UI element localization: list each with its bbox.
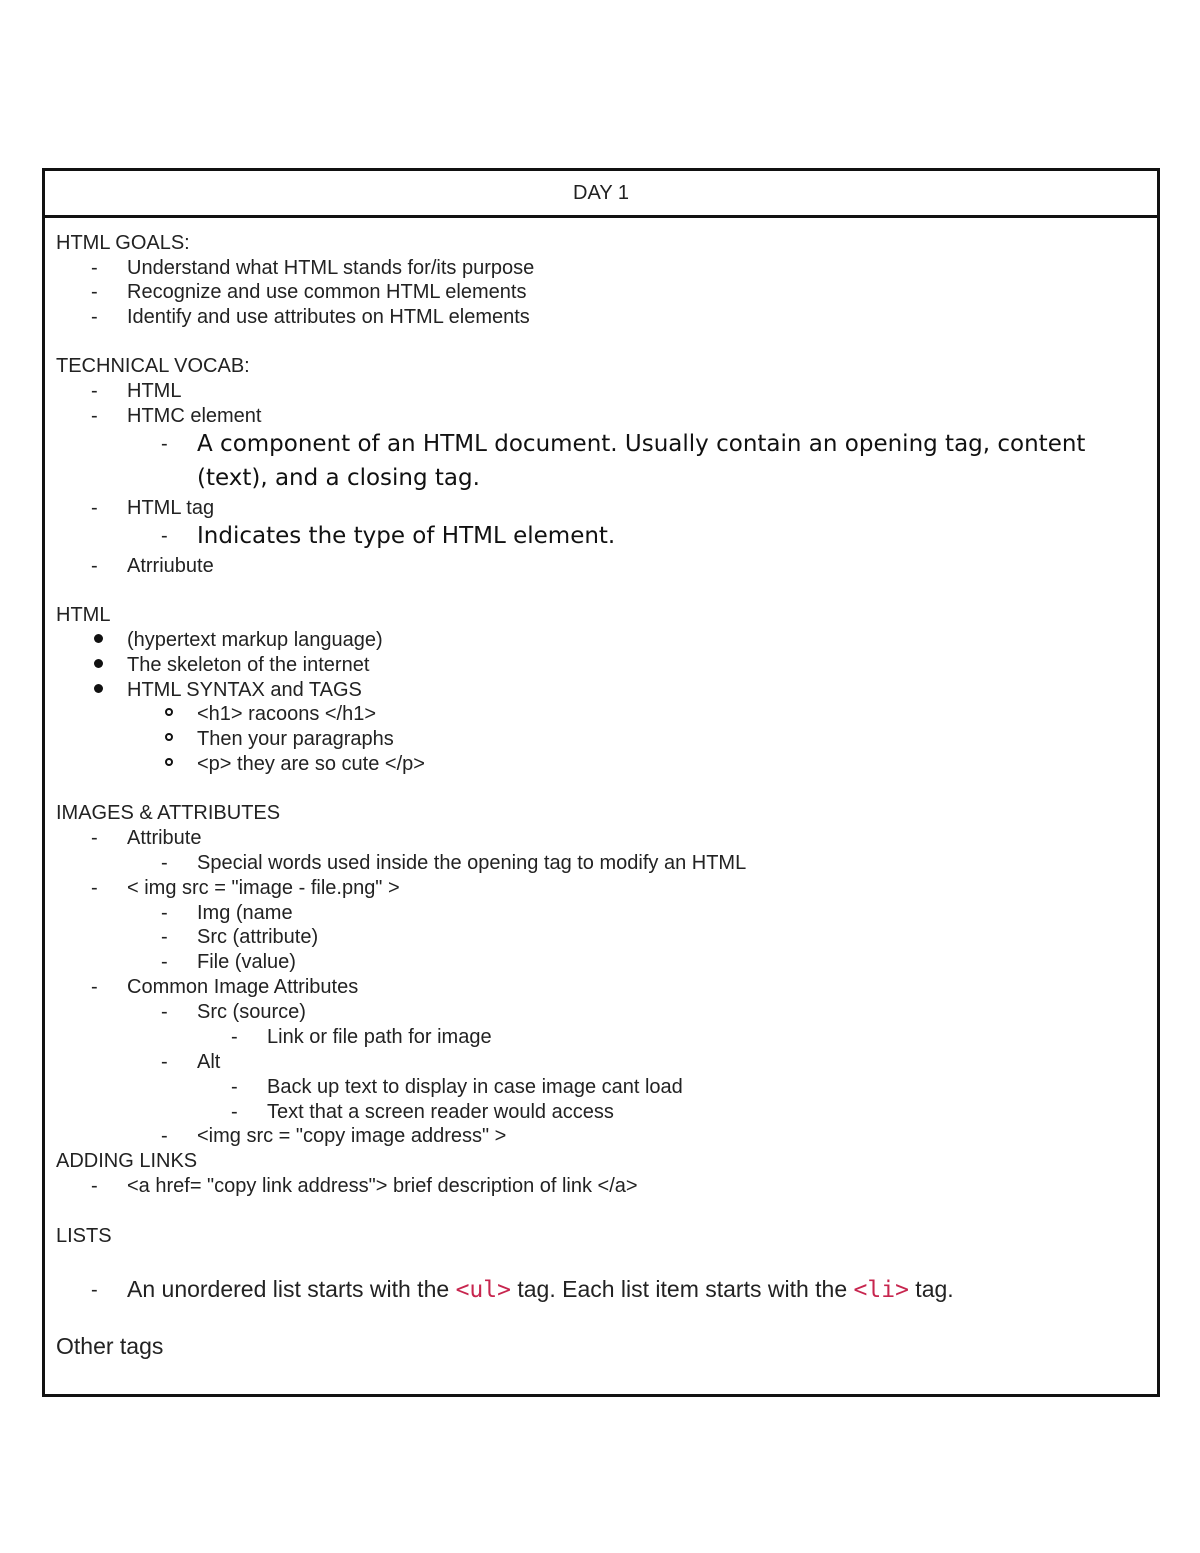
link-example: <a href= "copy link address"> brief description of link </a> — [127, 1175, 638, 1197]
dash-marker: - — [91, 497, 98, 519]
dash-marker: - — [91, 1279, 98, 1301]
tag-definition: Indicates the type of HTML element. — [197, 523, 616, 549]
dash-marker: - — [91, 380, 98, 402]
goals-heading: HTML GOALS: — [56, 232, 190, 254]
img-part: File (value) — [197, 951, 296, 973]
img-part: Src (attribute) — [197, 926, 319, 948]
img-part: Img (name — [197, 902, 293, 924]
dash-marker: - — [91, 877, 98, 899]
lists-text: tag. — [908, 1276, 954, 1302]
src-item: Src (source) — [197, 1001, 306, 1023]
dash-marker: - — [231, 1076, 238, 1098]
goal-item: Identify and use attributes on HTML elements — [127, 306, 530, 328]
images-heading: IMAGES & ATTRIBUTES — [56, 802, 281, 824]
goal-item: Recognize and use common HTML elements — [127, 281, 527, 303]
html-item: The skeleton of the internet — [127, 654, 370, 676]
element-definition-line-2: (text), and a closing tag. — [197, 465, 480, 491]
circle-marker — [165, 758, 173, 766]
html-item: HTML SYNTAX and TAGS — [127, 679, 362, 701]
goal-item: Understand what HTML stands for/its purpose — [127, 257, 535, 279]
alt-item: Alt — [197, 1051, 221, 1073]
bullet-marker — [94, 684, 103, 693]
lists-text: An unordered list starts with the — [127, 1276, 456, 1302]
dash-marker: - — [161, 1051, 168, 1073]
vocab-item-element: HTMC element — [127, 405, 262, 427]
attribute-definition: Special words used inside the opening tag to modify an HTML — [197, 852, 747, 874]
html-heading: HTML — [56, 604, 111, 626]
html-sub-item: Then your paragraphs — [197, 728, 394, 750]
images-attribute: Attribute — [127, 827, 202, 849]
dash-marker: - — [91, 827, 98, 849]
dash-marker: - — [91, 257, 98, 279]
vocab-item-attribute: Atrriubute — [127, 555, 214, 577]
src-description: Link or file path for image — [267, 1026, 492, 1048]
dash-marker: - — [161, 525, 168, 547]
vocab-item-html: HTML — [127, 380, 182, 402]
vocab-item-tag: HTML tag — [127, 497, 215, 519]
dash-marker: - — [231, 1026, 238, 1048]
dash-marker: - — [161, 852, 168, 874]
other-tags-heading: Other tags — [56, 1333, 164, 1359]
circle-marker — [165, 733, 173, 741]
vocab-heading: TECHNICAL VOCAB: — [56, 355, 250, 377]
dash-marker: - — [161, 433, 168, 455]
dash-marker: - — [91, 555, 98, 577]
dash-marker: - — [161, 1125, 168, 1147]
lists-text: tag. Each list item starts with the — [510, 1276, 854, 1302]
ul-code: <ul> — [455, 1277, 511, 1303]
li-code: <li> — [853, 1277, 909, 1303]
html-sub-item: <p> they are so cute </p> — [197, 753, 425, 775]
alt-description: Back up text to display in case image cant load — [267, 1076, 683, 1098]
dash-marker: - — [91, 306, 98, 328]
day-title: DAY 1 — [45, 171, 1157, 218]
alt-description: Text that a screen reader would access — [267, 1101, 614, 1123]
element-definition-line-1: A component of an HTML document. Usually contain an opening tag, content — [197, 431, 1086, 457]
dash-marker: - — [161, 902, 168, 924]
html-sub-item: <h1> racoons </h1> — [197, 703, 377, 725]
img-copy-example: <img src = "copy image address" > — [197, 1125, 507, 1147]
dash-marker: - — [161, 951, 168, 973]
common-attributes: Common Image Attributes — [127, 976, 359, 998]
bullet-marker — [94, 659, 103, 668]
dash-marker: - — [161, 926, 168, 948]
dash-marker: - — [91, 976, 98, 998]
dash-marker: - — [91, 405, 98, 427]
bullet-marker — [94, 634, 103, 643]
img-example: < img src = "image - file.png" > — [127, 877, 400, 899]
dash-marker: - — [161, 1001, 168, 1023]
dash-marker: - — [91, 281, 98, 303]
lists-description — [127, 1274, 954, 1305]
dash-marker: - — [231, 1101, 238, 1123]
circle-marker — [165, 708, 173, 716]
lists-heading: LISTS — [56, 1225, 112, 1247]
links-heading: ADDING LINKS — [56, 1150, 198, 1172]
day-note-box — [42, 168, 1160, 1397]
html-item: (hypertext markup language) — [127, 629, 383, 651]
dash-marker: - — [91, 1175, 98, 1197]
